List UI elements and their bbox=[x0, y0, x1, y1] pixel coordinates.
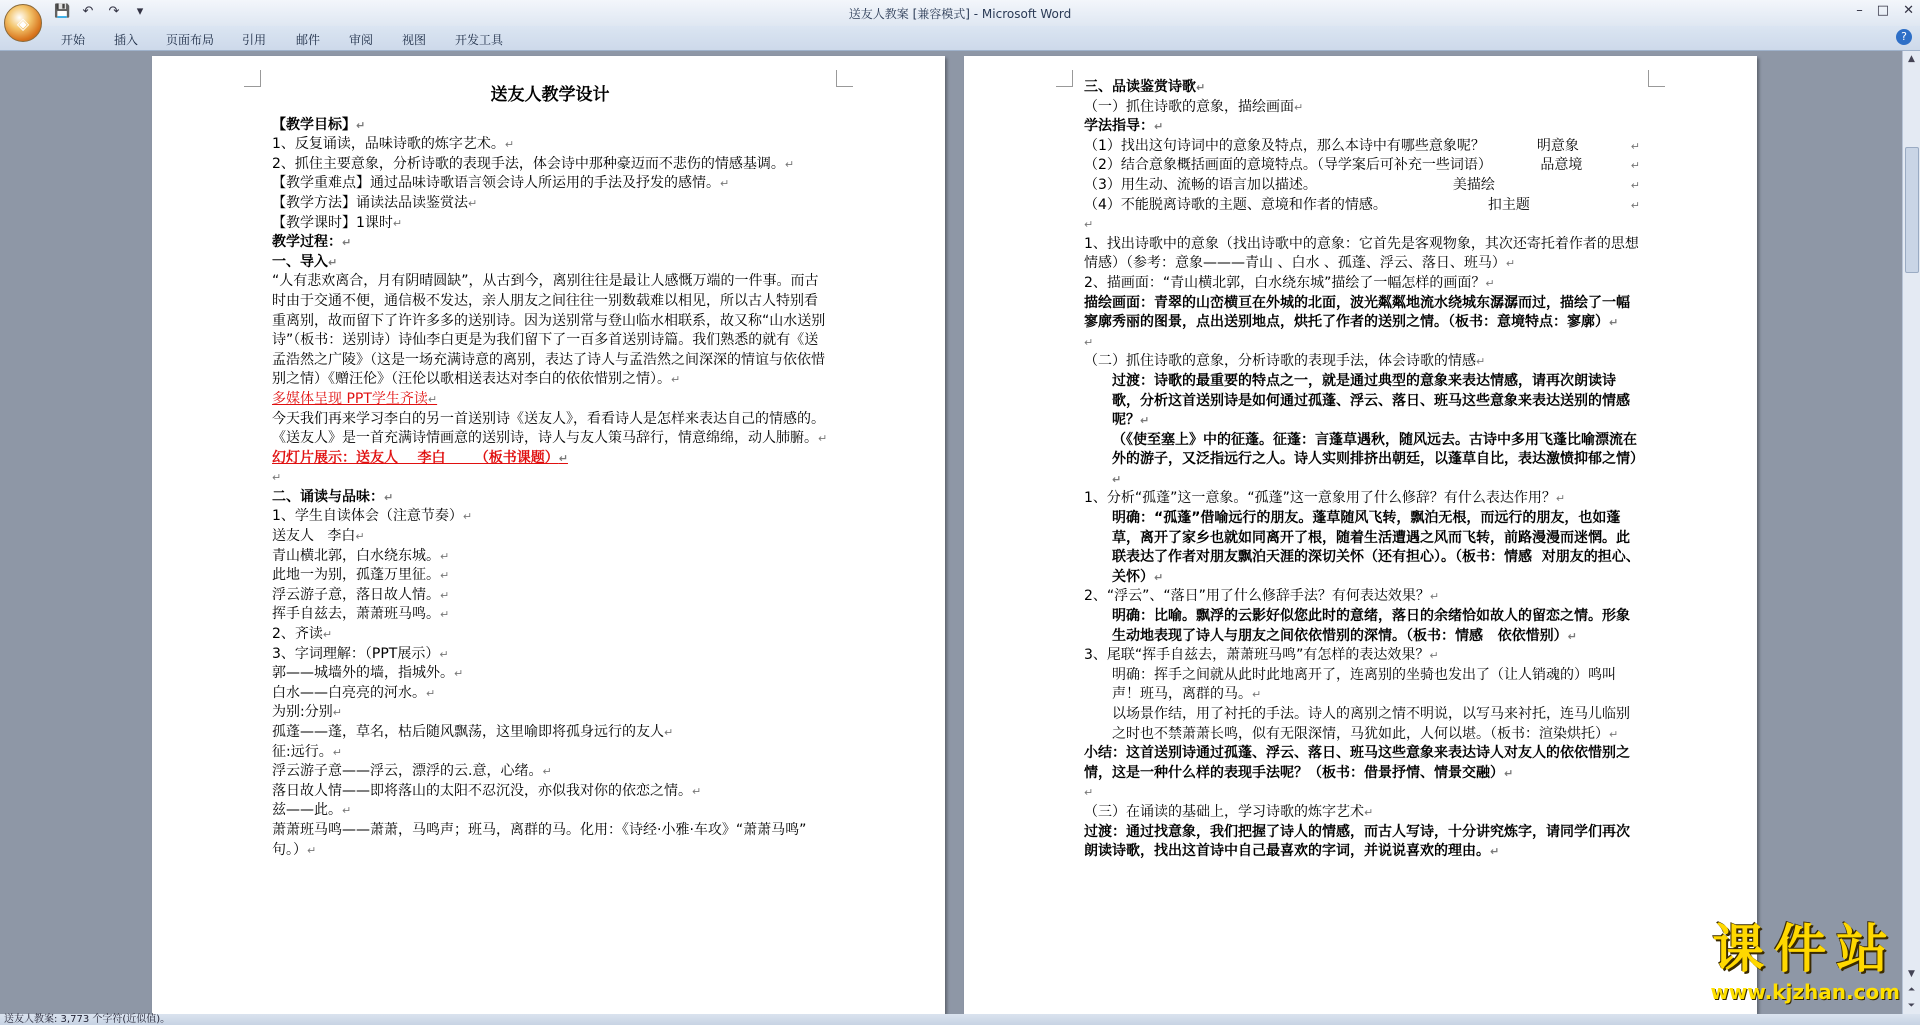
tab-references[interactable]: 引用 bbox=[242, 33, 267, 47]
help-icon[interactable]: ? bbox=[1896, 29, 1912, 45]
save-icon[interactable]: 💾 bbox=[54, 4, 71, 19]
page-1-text[interactable] bbox=[272, 56, 828, 860]
paragraph-text: 明确：“孤蓬”借喻远行的朋友。蓬草随风飞转，飘泊无根，而远行的朋友，也如蓬草，离开了家乡也就如同离开了根，随着生活遭遇之风而飞转，前路漫漫而迷惘。此联表达了作者对朋友飘泊天涯的深切关怀（还有担心）。（板书：情感 对朋友的担心、关怀） bbox=[1112, 510, 1640, 585]
paragraph-text: 今天我们再来学习李白的另一首送别诗《送友人》，看看诗人是怎样来表达自己的情感的。《送友人》是一首充满诗情画意的送别诗，诗人与友人策马辞行，情意绵绵，动人肺腑。 bbox=[272, 410, 825, 447]
paragraph-note: 明意象 bbox=[1536, 137, 1579, 154]
paragraph[interactable] bbox=[1084, 372, 1640, 431]
paragraph[interactable] bbox=[1084, 176, 1640, 196]
vertical-scrollbar[interactable] bbox=[1902, 51, 1920, 1014]
close-icon[interactable]: ✕ bbox=[1903, 3, 1914, 18]
tab-view[interactable]: 视图 bbox=[402, 33, 427, 47]
paragraph-text: 郭——城墙外的墙，指城外。 bbox=[272, 665, 454, 682]
paragraph-text: 2、齐读 bbox=[272, 626, 323, 643]
paragraph-text: 明确：挥手之间就从此时此地离开了，连离别的坐骑也发出了（让人销魂的）鸣叫声！班马，离群的马。 bbox=[1112, 666, 1616, 703]
paragraph-text: （一）抓住诗歌的意象，描绘画面 bbox=[1084, 98, 1294, 115]
paragraph[interactable] bbox=[1084, 294, 1640, 333]
paragraph[interactable] bbox=[272, 488, 828, 508]
paragraph[interactable] bbox=[272, 684, 828, 704]
paragraph-mark-icon: ↵ bbox=[664, 726, 674, 739]
paragraph-text: （4）不能脱离诗歌的主题、意境和作者的情感。 bbox=[1084, 196, 1387, 213]
paragraph[interactable] bbox=[272, 527, 828, 547]
next-page-icon[interactable]: ⏷ bbox=[1907, 1001, 1916, 1011]
paragraph-text: 以场景作结，用了衬托的手法。诗人的离别之情不明说，以写马来衬托，连马儿临别之时也不禁萧萧长鸣，似有无限深情，马犹如此，人何以堪。（板书：渲染烘托） bbox=[1112, 706, 1630, 742]
paragraph[interactable] bbox=[1084, 98, 1640, 118]
paragraph[interactable] bbox=[272, 566, 828, 586]
undo-icon[interactable]: ↶ bbox=[82, 4, 94, 19]
paragraph-text: 2、描画面：“青山横北郭，白水绕东城”描绘了一幅怎样的画面？ bbox=[1084, 274, 1486, 291]
paragraph-mark-icon: ↵ bbox=[392, 216, 403, 230]
paragraph-mark-icon: ↵ bbox=[1084, 335, 1094, 349]
paragraph-text: 青山横北郭，白水绕东城。 bbox=[272, 547, 440, 564]
paragraph-mark-icon: ↵ bbox=[720, 177, 730, 191]
document-page-1[interactable] bbox=[152, 56, 945, 1014]
paragraph-mark-icon: ↵ bbox=[818, 432, 828, 446]
paragraph-mark-icon: ↵ bbox=[1112, 472, 1122, 486]
paragraph-text: 1、分析“孤蓬”这一意象。“孤蓬”这一意象用了什么修辞？有什么表达作用？ bbox=[1084, 490, 1556, 507]
paragraph-mark-icon: ↵ bbox=[328, 255, 338, 269]
paragraph[interactable] bbox=[272, 586, 828, 606]
paragraph[interactable] bbox=[1084, 352, 1640, 372]
paragraph-text: （《使至塞上》中的征蓬。征蓬：言蓬草遇秋，随风远去。古诗中多用飞蓬比喻漂流在外的游子，又泛指远行之人。诗人实则排挤出朝廷，以蓬草自比，表达激愤抑郁之情） bbox=[1112, 431, 1644, 468]
paragraph-mark-icon: ↵ bbox=[426, 686, 436, 700]
paragraph-mark-icon: ↵ bbox=[1630, 139, 1640, 153]
paragraph-text: 3、字词理解：（PPT展示） bbox=[272, 645, 440, 662]
paragraph[interactable] bbox=[1084, 489, 1640, 509]
paragraph-text: （3）用生动、流畅的语言加以描述。 bbox=[1084, 176, 1317, 193]
paragraph[interactable] bbox=[1084, 333, 1640, 353]
paragraph[interactable] bbox=[272, 253, 828, 273]
paragraph-note: 扣主题 bbox=[1487, 196, 1530, 213]
paragraph-text: 教学过程： bbox=[272, 234, 342, 251]
tab-mailings[interactable]: 邮件 bbox=[296, 33, 321, 47]
previous-page-icon[interactable]: ⏶ bbox=[1907, 985, 1916, 995]
paragraph-mark-icon: ↵ bbox=[1476, 355, 1486, 369]
margin-mark bbox=[1056, 70, 1073, 87]
customize-qat-icon[interactable]: ▾ bbox=[136, 4, 144, 19]
paragraph-mark-icon: ↵ bbox=[671, 373, 681, 387]
paragraph-mark-icon: ↵ bbox=[1609, 316, 1619, 330]
paragraph-text: 1、反复诵读，品味诗歌的炼字艺术。 bbox=[272, 136, 505, 153]
paragraph-text: 【教学目标】 bbox=[272, 116, 356, 133]
paragraph[interactable] bbox=[272, 645, 828, 665]
paragraph-text: （三）在诵读的基础上，学习诗歌的炼字艺术 bbox=[1084, 803, 1364, 820]
paragraph[interactable] bbox=[1084, 744, 1640, 783]
paragraph-mark-icon: ↵ bbox=[342, 236, 352, 250]
paragraph[interactable] bbox=[1084, 783, 1640, 803]
paragraph-mark-icon: ↵ bbox=[1567, 629, 1577, 643]
paragraph-text: 幻灯片展示：送友人 李白 （板书课题） bbox=[272, 449, 559, 466]
margin-mark bbox=[1648, 70, 1665, 87]
paragraph-text: 落日故人情——即将落山的太阳不忍沉没，亦似我对你的依恋之情。 bbox=[272, 782, 692, 799]
paragraph-mark-icon: ↵ bbox=[462, 510, 473, 524]
paragraph-text: 兹——此。 bbox=[272, 802, 342, 819]
paragraph-mark-icon: ↵ bbox=[468, 196, 478, 210]
paragraph-text: （2）结合意象概括画面的意境特点。（导学案后可补充一些词语） bbox=[1084, 157, 1492, 174]
tab-page-layout[interactable]: 页面布局 bbox=[166, 33, 215, 47]
paragraph[interactable] bbox=[1084, 235, 1640, 274]
paragraph-mark-icon: ↵ bbox=[322, 628, 333, 642]
word-count[interactable]: 送友人教案: 3,773 个字符(近似值)。 bbox=[4, 1014, 171, 1025]
office-logo-icon: ◈ bbox=[16, 13, 30, 33]
paragraph-mark-icon: ↵ bbox=[356, 118, 366, 132]
ribbon-tabs bbox=[0, 26, 1920, 51]
tab-insert[interactable]: 插入 bbox=[114, 33, 139, 47]
paragraph[interactable] bbox=[272, 507, 828, 527]
paragraph-text: 二、诵读与品味： bbox=[272, 488, 384, 505]
paragraph[interactable] bbox=[272, 272, 828, 390]
paragraph[interactable] bbox=[272, 233, 828, 253]
paragraph[interactable] bbox=[272, 723, 828, 743]
paragraph-mark-icon: ↵ bbox=[1429, 590, 1440, 604]
paragraph[interactable] bbox=[272, 782, 828, 802]
status-bar bbox=[0, 1014, 1920, 1025]
paragraph-mark-icon: ↵ bbox=[1140, 414, 1150, 428]
tab-developer[interactable]: 开发工具 bbox=[455, 33, 504, 47]
scrollbar-thumb[interactable] bbox=[1905, 147, 1919, 273]
paragraph-text: 此地一为别，孤蓬万里征。 bbox=[272, 567, 440, 584]
paragraph-mark-icon: ↵ bbox=[1630, 178, 1640, 192]
paragraph-mark-icon: ↵ bbox=[332, 745, 342, 759]
paragraph-text: 【教学方法】诵读法品读鉴赏法 bbox=[272, 194, 468, 211]
paragraph[interactable] bbox=[1084, 137, 1640, 157]
paragraph-text: 学法指导： bbox=[1084, 118, 1154, 135]
paragraph[interactable] bbox=[1084, 666, 1640, 705]
paragraph-mark-icon: ↵ bbox=[504, 138, 515, 152]
margin-mark bbox=[244, 70, 261, 87]
watermark-logo-text: 课件站 bbox=[1712, 920, 1899, 980]
paragraph[interactable] bbox=[1084, 274, 1640, 294]
paragraph[interactable] bbox=[272, 135, 828, 155]
paragraph[interactable] bbox=[1084, 823, 1640, 862]
paragraph-text: 过渡：通过找意象，我们把握了诗人的情感，而古人写诗，十分讲究炼字，请同学们再次朗读诗歌，找出这首诗中自己最喜欢的字词，并说说喜欢的理由。 bbox=[1084, 823, 1630, 860]
paragraph[interactable] bbox=[1084, 803, 1640, 823]
scroll-up-icon[interactable]: ▲ bbox=[1908, 54, 1915, 64]
paragraph-mark-icon: ↵ bbox=[1084, 218, 1094, 232]
paragraph-mark-icon: ↵ bbox=[1364, 805, 1374, 819]
paragraph-text: 2、抓住主要意象，分析诗歌的表现手法，体会诗中那种豪迈而不悲伤的情感基调。 bbox=[272, 155, 785, 172]
document-workspace[interactable] bbox=[0, 51, 1903, 1014]
paragraph[interactable] bbox=[272, 801, 828, 821]
paragraph-mark-icon: ↵ bbox=[440, 588, 450, 602]
paragraph-text: 挥手自兹去，萧萧班马鸣。 bbox=[272, 606, 440, 623]
paragraph[interactable] bbox=[272, 194, 828, 214]
tab-review[interactable]: 审阅 bbox=[349, 33, 374, 47]
paragraph-mark-icon: ↵ bbox=[1504, 766, 1514, 780]
paragraph-mark-icon: ↵ bbox=[440, 549, 450, 563]
paragraph-text: 描绘画面：青翠的山峦横亘在外城的北面，波光粼粼地流水绕城东潺潺而过，描绘了一幅寥廓秀丽的图景，点出送别地点，烘托了作者的送别之情。（板书：意境特点：寥廓） bbox=[1084, 294, 1630, 331]
paragraph[interactable] bbox=[1084, 431, 1644, 490]
paragraph[interactable] bbox=[1084, 587, 1640, 607]
window-controls bbox=[1856, 3, 1914, 18]
minimize-icon[interactable]: – bbox=[1856, 3, 1863, 18]
paragraph[interactable] bbox=[272, 174, 828, 194]
paragraph-mark-icon: ↵ bbox=[454, 667, 464, 681]
paragraph-text: 孤蓬——蓬，草名，枯后随风飘荡，这里喻即将孤身远行的友人 bbox=[272, 724, 664, 740]
paragraph[interactable] bbox=[272, 155, 828, 175]
paragraph[interactable] bbox=[1084, 156, 1640, 176]
paragraph-mark-icon: ↵ bbox=[692, 784, 702, 798]
paragraph[interactable] bbox=[272, 410, 828, 449]
paragraph-mark-icon: ↵ bbox=[272, 471, 282, 485]
paragraph-mark-icon: ↵ bbox=[558, 451, 568, 465]
paragraph[interactable] bbox=[1084, 705, 1640, 744]
maximize-icon[interactable]: □ bbox=[1876, 3, 1890, 18]
site-watermark bbox=[1710, 920, 1900, 1004]
paragraph[interactable] bbox=[272, 605, 828, 625]
paragraph-mark-icon: ↵ bbox=[1429, 649, 1439, 663]
paragraph-mark-icon: ↵ bbox=[355, 530, 365, 544]
paragraph-text: 明确：比喻。飘浮的云影好似您此时的意绪，落日的余绪恰如故人的留恋之情。形象生动地表现了诗人与朋友之间依依惜别的深情。（板书：情感 依依惜别） bbox=[1112, 608, 1630, 644]
paragraph-mark-icon: ↵ bbox=[1196, 81, 1206, 94]
scroll-down-icon[interactable]: ▼ bbox=[1908, 969, 1915, 979]
page-2-text[interactable] bbox=[1084, 78, 1644, 862]
paragraph[interactable] bbox=[1084, 215, 1640, 235]
paragraph-mark-icon: ↵ bbox=[427, 392, 438, 406]
paragraph[interactable] bbox=[272, 116, 828, 136]
paragraph-text: 3、尾联“挥手自兹去，萧萧班马鸣”有怎样的表达效果？ bbox=[1084, 647, 1430, 664]
paragraph-text: 1、找出诗歌中的意象（找出诗歌中的意象：它首先是客观物象，其次还寄托着作者的思想情感）（参考：意象———青山 、白水 、孤蓬、浮云、落日、班马） bbox=[1084, 235, 1639, 272]
paragraph-mark-icon: ↵ bbox=[1630, 198, 1640, 212]
paragraph[interactable] bbox=[272, 214, 828, 234]
paragraph[interactable] bbox=[272, 821, 828, 860]
redo-icon[interactable]: ↷ bbox=[108, 4, 120, 19]
paragraph-text: 送友人 李白 bbox=[272, 528, 356, 545]
office-button[interactable] bbox=[4, 4, 42, 42]
paragraph-mark-icon: ↵ bbox=[307, 843, 317, 857]
paragraph[interactable] bbox=[272, 449, 828, 469]
title-bar bbox=[0, 0, 1920, 26]
paragraph[interactable] bbox=[272, 703, 828, 723]
paragraph-mark-icon: ↵ bbox=[332, 706, 342, 720]
paragraph[interactable] bbox=[1084, 196, 1640, 216]
paragraph[interactable] bbox=[272, 468, 828, 488]
paragraph-text: 浮云游子意——浮云，漂浮的云.意，心绪。 bbox=[272, 763, 543, 780]
paragraph-mark-icon: ↵ bbox=[342, 804, 352, 818]
paragraph-text: 一、导入 bbox=[272, 253, 328, 270]
paragraph-mark-icon: ↵ bbox=[1630, 159, 1640, 173]
paragraph-mark-icon: ↵ bbox=[784, 157, 795, 171]
paragraph[interactable] bbox=[1084, 78, 1640, 98]
paragraph-mark-icon: ↵ bbox=[440, 608, 450, 622]
paragraph[interactable] bbox=[272, 664, 828, 684]
paragraph[interactable] bbox=[272, 762, 828, 782]
window-title: 送友人教案 [兼容模式] - Microsoft Word bbox=[848, 7, 1072, 21]
paragraph[interactable] bbox=[1084, 117, 1640, 137]
paragraph-mark-icon: ↵ bbox=[542, 765, 552, 779]
paragraph-mark-icon: ↵ bbox=[384, 490, 394, 504]
paragraph-mark-icon: ↵ bbox=[1294, 100, 1304, 114]
watermark-url: www.kjzhan.com bbox=[1710, 980, 1900, 1004]
paragraph-text: 【教学课时】1课时 bbox=[272, 214, 393, 231]
paragraph-text: “人有悲欢离合，月有阴晴圆缺”，从古到今，离别往往是最让人感慨万端的一件事。而古时由于交通不便，通信极不发达，亲人朋友之间往往一别数载难以相见，所以古人特别看重离别，故而留下了许许多多的送别诗。因为送别常与登山临水相联系，故又称“山水送别诗”（板书：送别诗）诗仙李白更是为我们留下了一百多首送别诗篇。我们熟悉的就有《送孟浩然之广陵》（这是一场充满诗意的离别，表达了诗人与孟浩然之间深深的情谊与依依惜别之情）《赠汪伦》（汪伦以歌相送表达对李白的依依惜别之情）。 bbox=[272, 273, 826, 388]
paragraph[interactable] bbox=[1084, 509, 1640, 587]
paragraph-text: 过渡：诗歌的最重要的特点之一，就是通过典型的意象来表达情感，请再次朗读诗歌，分析这首送别诗是如何通过孤蓬、浮云、落日、班马这些意象来表达送别的情感呢？ bbox=[1112, 372, 1630, 429]
paragraph-text: 小结：这首送别诗通过孤蓬、浮云、落日、班马这些意象来表达诗人对友人的依依惜别之情，这是一种什么样的表现手法呢？（板书：借景抒情、情景交融） bbox=[1084, 745, 1630, 781]
paragraph-text: 为别:分别 bbox=[272, 704, 333, 721]
paragraph-text: 多媒体呈现 PPT学生齐读 bbox=[272, 390, 428, 407]
paragraph-mark-icon: ↵ bbox=[1505, 257, 1516, 271]
paragraph-text: 浮云游子意，落日故人情。 bbox=[272, 586, 440, 603]
paragraph[interactable] bbox=[272, 390, 828, 410]
paragraph-text: 白水——白亮亮的河水。 bbox=[272, 684, 426, 701]
paragraph-mark-icon: ↵ bbox=[440, 569, 450, 583]
paragraph[interactable] bbox=[1084, 607, 1640, 646]
paragraph-text: 萧萧班马鸣——萧萧，马鸣声；班马，离群的马。化用：《诗经·小雅·车攻》“萧萧马鸣” 句。） bbox=[272, 821, 816, 858]
document-page-2[interactable] bbox=[964, 56, 1757, 1014]
margin-mark bbox=[836, 70, 853, 87]
tab-home[interactable]: 开始 bbox=[61, 33, 86, 47]
paragraph-text: 三、品读鉴赏诗歌 bbox=[1084, 79, 1196, 95]
paragraph-text: 征:远行。 bbox=[272, 743, 333, 760]
paragraph-note: 品意境 bbox=[1540, 157, 1583, 174]
paragraph-mark-icon: ↵ bbox=[439, 647, 449, 661]
paragraph-text: 1、学生自读体会（注意节奏） bbox=[272, 508, 463, 525]
paragraph-mark-icon: ↵ bbox=[1490, 845, 1500, 859]
paragraph-mark-icon: ↵ bbox=[1154, 570, 1164, 584]
paragraph-mark-icon: ↵ bbox=[1609, 727, 1619, 741]
paragraph-mark-icon: ↵ bbox=[1084, 786, 1094, 800]
paragraph[interactable] bbox=[272, 547, 828, 567]
paragraph-mark-icon: ↵ bbox=[1252, 688, 1262, 702]
paragraph[interactable] bbox=[1084, 646, 1640, 666]
paragraph-text: （1）找出这句诗词中的意象及特点，那么本诗中有哪些意象呢？ bbox=[1084, 137, 1485, 154]
document-title: 送友人教学设计 bbox=[490, 85, 610, 105]
paragraph-text: 【教学重难点】通过品味诗歌语言领会诗人所运用的手法及抒发的感情。 bbox=[272, 175, 720, 192]
paragraph-note: 美描绘 bbox=[1452, 176, 1495, 193]
paragraph-mark-icon: ↵ bbox=[1555, 492, 1566, 506]
paragraph-mark-icon: ↵ bbox=[1154, 120, 1164, 134]
paragraph[interactable] bbox=[272, 743, 828, 763]
paragraph-text: 2、“浮云”、“落日”用了什么修辞手法？有何表达效果？ bbox=[1084, 588, 1430, 605]
paragraph-mark-icon: ↵ bbox=[1485, 276, 1495, 290]
paragraph[interactable] bbox=[272, 625, 828, 645]
paragraph-text: （二）抓住诗歌的意象，分析诗歌的表现手法，体会诗歌的情感 bbox=[1084, 353, 1476, 370]
